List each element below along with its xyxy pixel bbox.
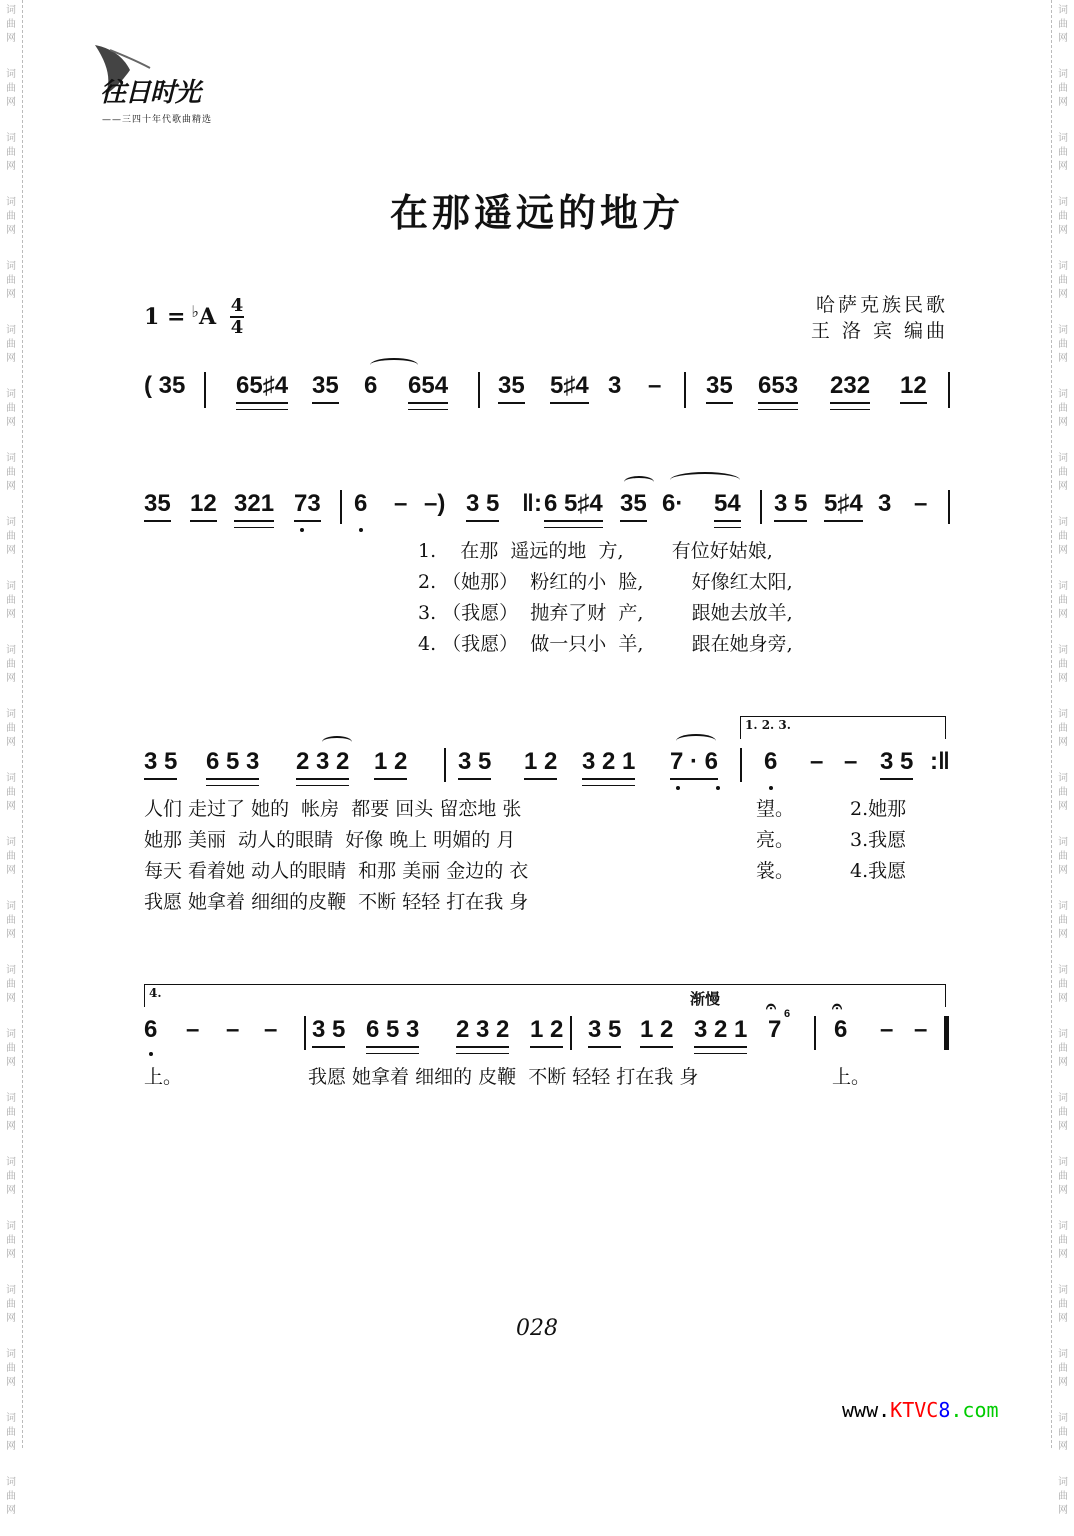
watermark-group: 词 曲 网 [1058, 645, 1068, 684]
watermark-group: 词 曲 网 [1058, 389, 1068, 428]
watermark-group: 词 曲 网 [1058, 325, 1068, 364]
volta-4: 4. [144, 984, 946, 1007]
watermark-group: 词 曲 网 [1058, 901, 1068, 940]
key-letter: A [198, 304, 217, 330]
watermark-group: 词 曲 网 [6, 261, 16, 300]
watermark-group: 词 曲 网 [6, 1157, 16, 1196]
coda-lyric-last: 上。 [832, 1066, 871, 1088]
verses-intro [418, 536, 793, 660]
logo-brand: 往日时光 [100, 78, 201, 108]
credit-origin: 哈萨克族民歌 [815, 294, 948, 316]
volta-1-2-3: 1. 2. 3. [740, 716, 946, 739]
watermark-group: 词 曲 网 [6, 581, 16, 620]
grace-note: 6 [784, 1008, 791, 1020]
watermark-group: 词 曲 网 [6, 69, 16, 108]
watermark-group: 词 曲 网 [6, 517, 16, 556]
watermark-group: 词 曲 网 [1058, 261, 1068, 300]
watermark-group: 词 曲 网 [6, 1477, 16, 1516]
watermark-group: 词 曲 网 [1058, 1029, 1068, 1068]
watermark-group: 词 曲 网 [1058, 1157, 1068, 1196]
watermark-group: 词 曲 网 [6, 1285, 16, 1324]
watermark-group: 词 曲 网 [6, 5, 16, 44]
verse-line: 她那 美丽 动人的眼睛 好像 晚上 明媚的 月 亮。 3.我愿 [144, 829, 907, 851]
coda-lyric-first: 上。 [144, 1066, 183, 1088]
verse-line: 每天 看着她 动人的眼睛 和那 美丽 金边的 衣 裳。 4.我愿 [144, 860, 907, 882]
watermark-group: 词 曲 网 [6, 197, 16, 236]
score-row-1: ( 35 65♯4 35 6 654 35 5♯4 3 – 35 653 232 12 [144, 372, 954, 412]
watermark-group: 词 曲 网 [6, 773, 16, 812]
watermark-group: 词 曲 网 [1058, 1413, 1068, 1452]
watermark-group: 词 曲 网 [6, 1349, 16, 1388]
watermark-group: 词 曲 网 [1058, 453, 1068, 492]
verse-line: 我愿 她拿着 细细的皮鞭 不断 轻轻 打在我 身 [144, 891, 529, 913]
watermark-group: 词 曲 网 [1058, 1285, 1068, 1324]
song-title: 在那遥远的地方 [389, 190, 684, 235]
watermark-group: 词 曲 网 [6, 1029, 16, 1068]
watermark-group: 词 曲 网 [6, 645, 16, 684]
watermark-group: 词 曲 网 [1058, 1093, 1068, 1132]
watermark-group: 词 曲 网 [6, 837, 16, 876]
score-row-4: 6 – – – 3 5 6 5 3 2 3 2 1 2 3 5 1 2 3 2 1 7 6 𝄐 6 𝄐 – – [144, 1016, 954, 1056]
watermark-group: 词 曲 网 [6, 453, 16, 492]
watermark-group: 词 曲 网 [6, 1221, 16, 1260]
watermark-group: 词 曲 网 [6, 1093, 16, 1132]
watermark-group: 词 曲 网 [1058, 581, 1068, 620]
watermark-group: 词 曲 网 [1058, 1349, 1068, 1388]
site-watermark: www.KTVC8.com [842, 1398, 999, 1422]
time-signature: $\frac{4}{4}$ [230, 295, 244, 338]
watermark-group: 词 曲 网 [1058, 133, 1068, 172]
logo-subtitle: ——三四十年代歌曲精选 [102, 115, 213, 125]
fermata-icon: 𝄐 [766, 996, 777, 1016]
watermark-group: 词 曲 网 [6, 709, 16, 748]
key-signature [144, 296, 244, 338]
verses-main [144, 794, 944, 918]
watermark-group: 词 曲 网 [1058, 837, 1068, 876]
watermark-group: 词 曲 网 [6, 901, 16, 940]
watermark-group: 词 曲 网 [6, 133, 16, 172]
book-logo [70, 40, 260, 130]
watermark-group: 词 曲 网 [1058, 517, 1068, 556]
watermark-group: 词 曲 网 [1058, 1221, 1068, 1260]
credits [811, 292, 948, 344]
verse-line: 人们 走过了 她的 帐房 都要 回头 留恋地 张 望。 2.她那 [144, 798, 907, 820]
flat-icon: ♭ [191, 301, 199, 321]
credit-arranger: 王 洛 宾 编曲 [810, 320, 948, 342]
watermark-group: 词 曲 网 [1058, 5, 1068, 44]
watermark-group: 词 曲 网 [1058, 709, 1068, 748]
watermark-group: 词 曲 网 [1058, 773, 1068, 812]
verse-line: 3. （我愿） 抛弃了财 产, 跟她去放羊, [418, 602, 793, 624]
score-row-2: 35 12 321 73 6 – –) 3 5 ‖: 6 5♯4 35 6· 54 3 5 5♯4 3 – [144, 490, 954, 530]
coda-lyric-middle: 我愿 她拿着 细细的 皮鞭 不断 轻轻 打在我 身 [308, 1066, 699, 1088]
watermark-group: 词 曲 网 [1058, 1477, 1068, 1516]
watermark-group: 词 曲 网 [6, 325, 16, 364]
watermark-group: 词 曲 网 [1058, 69, 1068, 108]
score-row-3: 3 5 6 5 3 2 3 2 1 2 3 5 1 2 3 2 1 7 · 6 6 – – 3 5 :‖ [144, 748, 954, 788]
watermark-group: 词 曲 网 [6, 1413, 16, 1452]
verse-line: 1. 在那 遥远的地 方, 有位好姑娘, [418, 540, 773, 562]
verse-line: 4. （我愿） 做一只小 羊, 跟在她身旁, [418, 633, 793, 655]
verse-line: 2. （她那） 粉红的小 脸, 好像红太阳, [418, 571, 793, 593]
page-number: 028 [516, 1316, 558, 1341]
watermark-group: 词 曲 网 [1058, 965, 1068, 1004]
fermata-icon: 𝄐 [832, 996, 843, 1016]
watermark-group: 词 曲 网 [6, 389, 16, 428]
watermark-group: 词 曲 网 [6, 965, 16, 1004]
watermark-group: 词 曲 网 [1058, 197, 1068, 236]
key-one-equals: 1 = [144, 304, 186, 330]
